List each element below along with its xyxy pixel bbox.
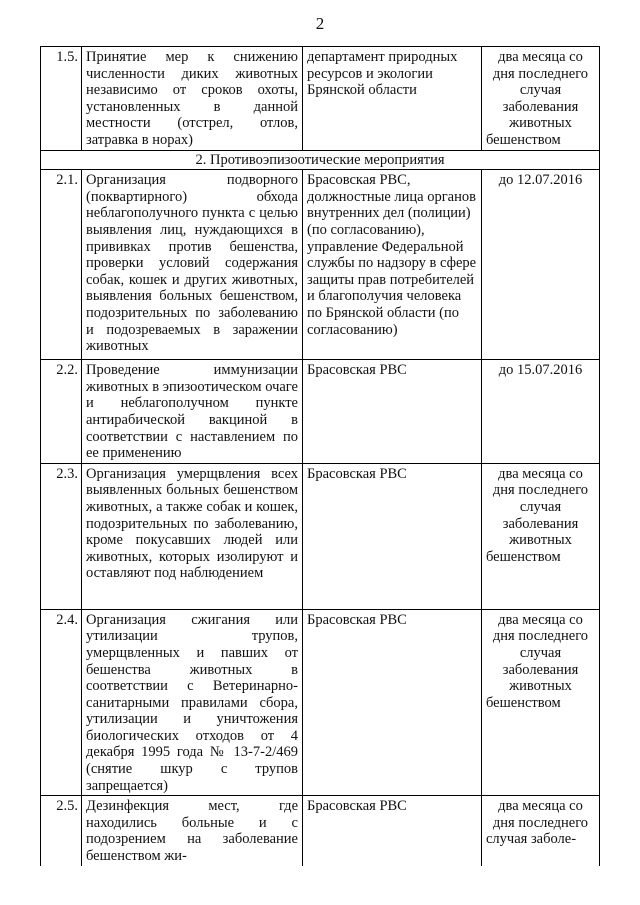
- table-row: [41, 47, 600, 151]
- row-task: Принятие мер к снижению численности диких животных независимо от сроков охоты, установленных в данной местности (отстрел, отлов, затравка в норах): [82, 47, 303, 151]
- row-task: Дезинфекция мест, где находились больные и с подозрением на заболевание бешенством жи-: [82, 796, 303, 866]
- row-number: 2.4.: [41, 609, 82, 796]
- row-number: 2.3.: [41, 463, 82, 609]
- row-task: Организация сжигания или утилизации трупов, умерщвленных и павших от бешенства животных в соответствии с Ветеринарно-санитарными правилами сбора, утилизации и уничтожения биологических отходов от 4 декабря 1995 года № 13-7-2/469 (снятие шкур с трупов запрещается): [82, 609, 303, 796]
- table-row: [41, 463, 600, 609]
- page-number: 2: [315, 14, 325, 33]
- table-row: [41, 360, 600, 464]
- row-deadline: до 15.07.2016: [482, 360, 600, 464]
- row-responsible: Брасовская РВС: [303, 463, 482, 609]
- section-title: 2. Противоэпизоотические мероприятия: [41, 150, 600, 170]
- row-deadline: два месяца со дня последнего случая заболевания животных бешенством: [482, 47, 600, 151]
- table-row: [41, 170, 600, 360]
- row-responsible: департамент природных ресурсов и экологии Брянской области: [303, 47, 482, 151]
- table-row: [41, 796, 600, 866]
- row-task: Организация умерщвления всех выявленных больных бешенством животных, а также собак и кошек, подозрительных по заболеванию, кроме покусавших людей или животных, которых изолируют и оставляют под наблюдением: [82, 463, 303, 609]
- row-responsible: Брасовская РВС: [303, 796, 482, 866]
- row-responsible: Брасовская РВС: [303, 609, 482, 796]
- row-deadline: до 12.07.2016: [482, 170, 600, 360]
- row-task: Проведение иммунизации животных в эпизоотическом очаге и неблагополучном пункте антирабической вакциной в соответствии с наставлением по ее применению: [82, 360, 303, 464]
- row-task: Организация подворного (поквартирного) обхода неблагополучного пункта с целью выявления лиц, нуждающихся в прививках против бешенства, проверки условий содержания собак, кошек и других животных, выявления больных бешенством, подозрительных по заболеванию и подозреваемых в заражении животных: [82, 170, 303, 360]
- row-number: 2.2.: [41, 360, 82, 464]
- row-number: 1.5.: [41, 47, 82, 151]
- measures-table: [40, 46, 600, 866]
- row-number: 2.1.: [41, 170, 82, 360]
- row-deadline: два месяца со дня последнего случая заболе-: [482, 796, 600, 866]
- row-deadline: два месяца со дня последнего случая заболевания животных бешенством: [482, 463, 600, 609]
- section-row: [41, 150, 600, 170]
- row-responsible: Брасовская РВС: [303, 360, 482, 464]
- table-row: [41, 609, 600, 796]
- row-number: 2.5.: [41, 796, 82, 866]
- row-responsible: Брасовская РВС, должностные лица органов внутренних дел (полиции) (по согласованию), управление Федеральной службы по надзору в сфере защиты прав потребителей и благополучия человека по Брянской области (по согласованию): [303, 170, 482, 360]
- row-deadline: два месяца со дня последнего случая заболевания животных бешенством: [482, 609, 600, 796]
